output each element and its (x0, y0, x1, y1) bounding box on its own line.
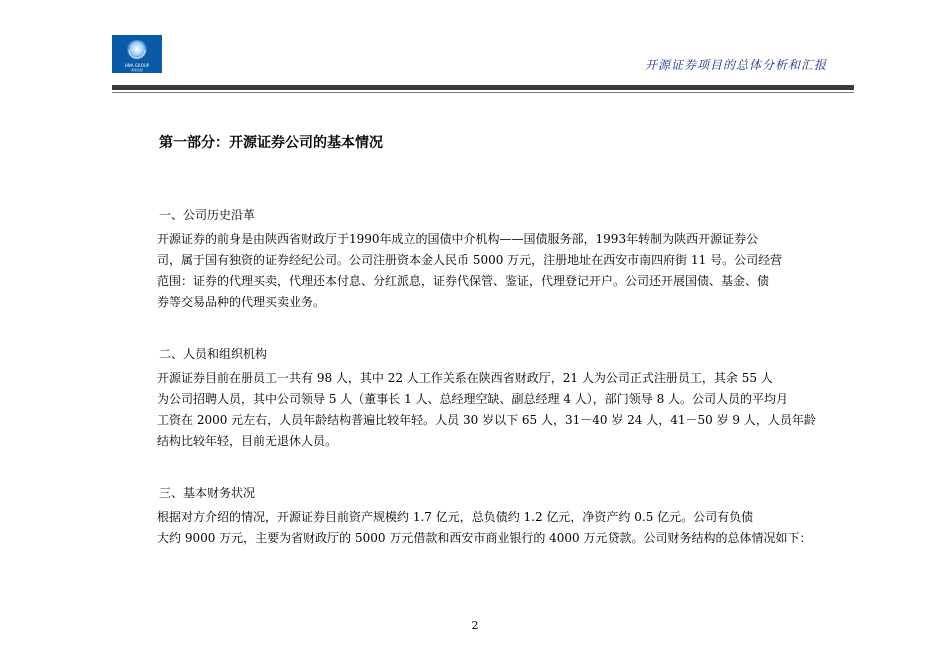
header-title: 开源证券项目的总体分析和汇报 (644, 58, 827, 72)
document-body (159, 133, 829, 549)
company-logo (112, 35, 162, 73)
header-divider-thick (112, 85, 854, 90)
paragraph-line: 范围：证券的代理买卖，代理还本付息、分红派息，证券代保管、鉴证，代理登记开户。公司还开展国债、基金、债 (157, 274, 770, 288)
logo-text: HNA GROUP (124, 63, 150, 68)
paragraph-line: 开源证券的前身是由陕西省财政厅于1990年成立的国债中介机构——国债服务部，1993年转制为陕西开源证券公 (157, 232, 759, 246)
section-heading-personnel: 二、人员和组织机构 (159, 347, 268, 361)
header-divider-thin (112, 92, 854, 93)
part-title: 第一部分：开源证券公司的基本情况 (159, 135, 383, 151)
page-number: 2 (471, 619, 479, 632)
paragraph-line: 券等交易品种的代理买卖业务。 (157, 295, 326, 309)
paragraph-line: 为公司招聘人员，其中公司领导 5 人（董事长 1 人、总经理空缺、副总经理 4 人），部门领导 8 人。公司人员的平均月 (157, 392, 789, 406)
paragraph-line: 司，属于国有独资的证券经纪公司。公司注册资本金人民币 5000 万元，注册地址在西安市南四府街 11 号。公司经营 (157, 253, 783, 267)
paragraph-line: 结构比较年轻，目前无退休人员。 (157, 434, 338, 448)
section-heading-history: 一、公司历史沿革 (159, 208, 256, 222)
paragraph-line: 工资在 2000 元左右，人员年龄结构普遍比较年轻。人员 30 岁以下 65 人，31－40 岁 24 人，41－50 岁 9 人，人员年龄 (157, 413, 816, 427)
paragraph-line: 开源证券目前在册员工一共有 98 人，其中 22 人工作关系在陕西省财政厅，21 人为公司正式注册员工，其余 55 人 (157, 371, 773, 385)
logo-subtext: 海航集团 (130, 68, 143, 72)
paragraph-line: 大约 9000 万元，主要为省财政厅的 5000 万元借款和西安市商业银行的 4000 万元贷款。公司财务结构的总体情况如下： (157, 531, 812, 545)
paragraph-line: 根据对方介绍的情况，开源证券目前资产规模约 1.7 亿元，总负债约 1.2 亿元，净资产约 0.5 亿元。公司有负债 (157, 510, 754, 524)
section-heading-finance: 三、基本财务状况 (159, 486, 256, 500)
